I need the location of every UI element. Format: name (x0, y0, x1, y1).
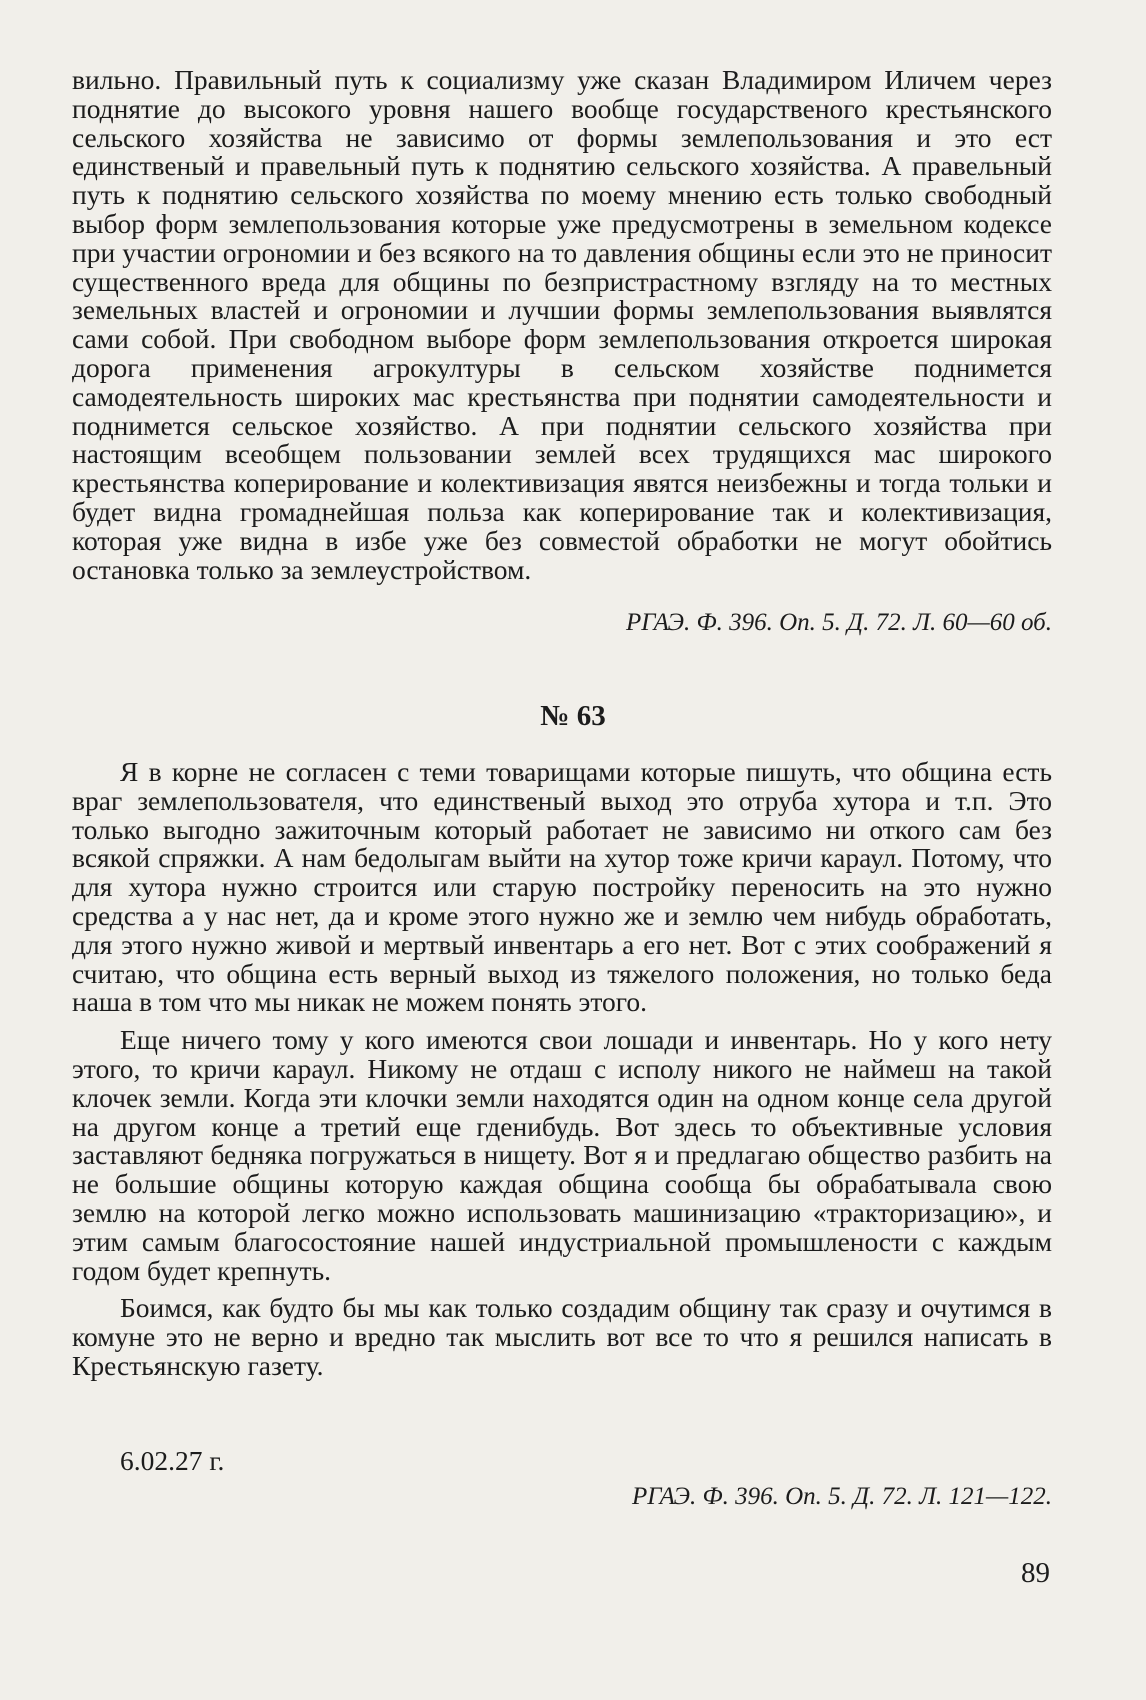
continuation-paragraph: вильно. Правильный путь к социализму уже сказан Владимиром Иличем через поднятие до высокого уровня нашего вообще государственого крестьянского сельского хозяйства не зависимо от формы землепользования и это ест единственый и правельный путь к поднятию сельского хозяйства. А правельный путь к поднятию сельского хозяйства по моему мнению есть только свободный выбор форм землепользования которые уже предусмотрены в земельном кодексе при участии огрономии и без всякого на то давления общины если это не приносит существенного вреда для общины по безпристрастному взгляду на то местных земельных властей и огрономии и лучшии формы землепользования выявлятся сами собой. При свободном выборе форм землепользования откроется широкая дорога применения агрокултуры в сельском хозяйстве поднимется самодеятельность широких мас крестьянства при поднятии самодеятельности и поднимется сельское хозяйство. А при поднятии сельского хозяйства при настоящим всеобщем пользовании землей всех трудящихся мас широкого крестьянства коперирование и колективизация явятся неизбежны и тогда тольки и будет видна громаднейшая польза как коперирование так и колективизация, которая уже видна в избе уже без совместой обработки не могут обойтись остановка только за землеустройством. (72, 64, 1052, 585)
document-number: № 63 (540, 700, 606, 732)
document-paragraph-2: Еще ничего тому у кого имеются свои лошади и инвентарь. Но у кого нету этого, то кричи караул. Никому не отдаш с исполу никого не наймеш на такой клочек земли. Когда эти клочки земли находятся один на одном конце села другой на другом конце а третий еще гденибудь. Вот здесь то объективные условия заставляют бедняка погружаться в нищету. Вот я и предлагаю общество разбить на не большие общины которую каждая община сообща бы обрабатывала свою землю на которой легко можно использовать машинизацию «тракторизацию», и этим самым благосостояние нашей индустриальной промышлености с каждым годом будет крепнуть. (72, 1024, 1052, 1286)
document-paragraph-3: Боимся, как будто бы мы как только создадим общину так сразу и очутимся в комуне это не верно и вредно так мыслить вот все то что я решился написать в Крестьянскую газету. (72, 1292, 1052, 1381)
document-body (72, 758, 1052, 1381)
archive-reference-1: РГАЭ. Ф. 396. Оп. 5. Д. 72. Л. 60—60 об. (626, 609, 1052, 636)
document-date: 6.02.27 г. (120, 1445, 225, 1476)
document-paragraph-1: Я в корне не согласен с теми товарищами которые пишуть, что община есть враг землепользователя, что единственый выход это отруба хутора и т.п. Это только выгодно зажиточным который работает не зависимо ни откого сам без всякой спряжки. А нам бедолыгам выйти на хутор тоже кричи караул. Потому, что для хутора нужно строится или старую постройку переносить на это нужно средства а у нас нет, да и кроме этого нужно же и землю чем нибудь обработать, для этого нужно живой и мертвый инвентарь а его нет. Вот с этих соображений я считаю, что община есть верный выход из тяжелого положения, но только беда наша в том что мы никак не можем понять этого. (72, 756, 1052, 1018)
archive-reference-2: РГАЭ. Ф. 396. Оп. 5. Д. 72. Л. 121—122. (632, 1483, 1052, 1510)
page-number: 89 (1021, 1557, 1050, 1589)
